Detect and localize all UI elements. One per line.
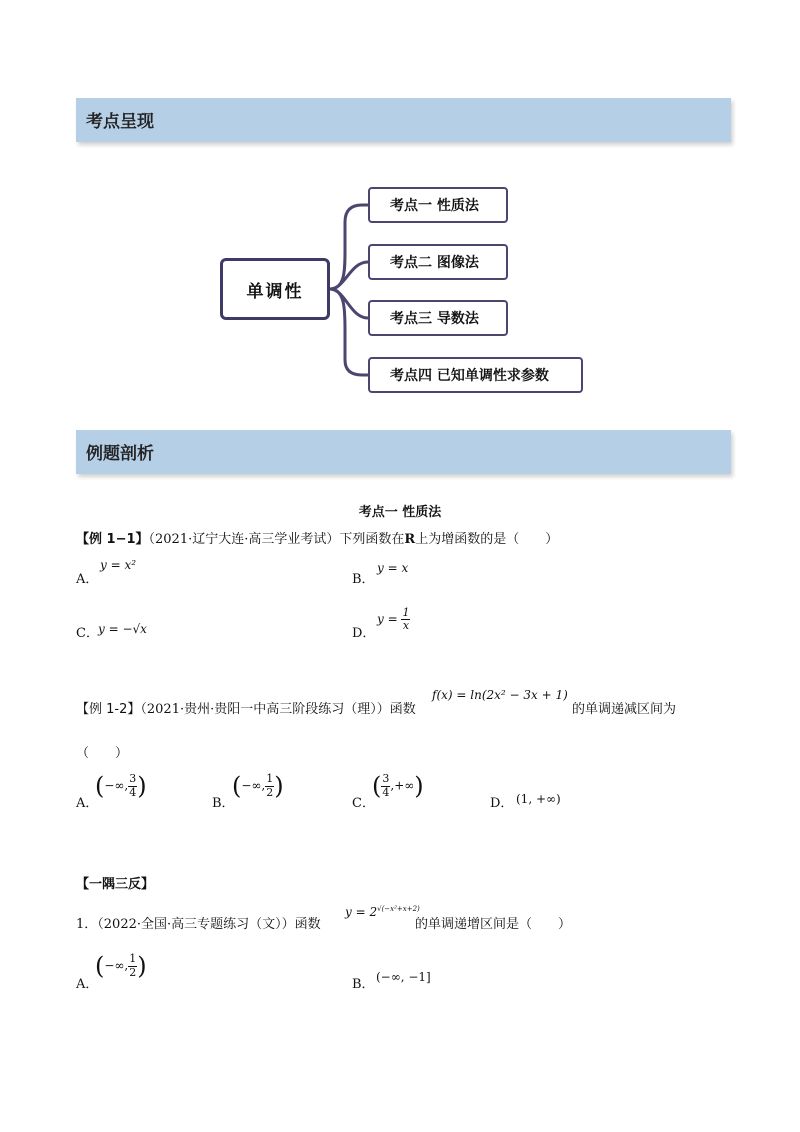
option-c <box>76 622 99 641</box>
example-1-2-stem <box>76 698 416 717</box>
section-banner-examples <box>76 430 731 474</box>
option-a-formula: y = x² <box>100 558 137 572</box>
example-1-2-formula: f(x) = ln(2x² − 3x + 1) <box>432 688 568 702</box>
example-stem-tail: 上为增函数的是（ ） <box>415 532 559 547</box>
mindmap-branch-4: 考点四 已知单调性求参数 <box>368 357 583 393</box>
option-b-formula: (−∞, $\frac{1}{2}$ ) <box>232 772 284 800</box>
interval-start: −∞, <box>241 778 266 793</box>
option-c-formula: y = −√x <box>98 622 147 636</box>
answer-blank: （ ） <box>76 746 129 761</box>
practice-q1-formula <box>345 905 420 919</box>
option-c-formula: ( $\frac{3}{4}$ ,+∞) <box>372 772 424 800</box>
interval-end: ,+∞ <box>390 778 415 793</box>
mindmap-branch-3: 考点三 导数法 <box>368 300 508 336</box>
example-source: （2021·贵州·贵阳一中高三阶段练习（理））函数 <box>140 702 416 717</box>
question-number: 1． <box>76 917 98 932</box>
section-title: 例题剖析 <box>86 444 154 464</box>
fraction-numerator: 1 <box>402 606 410 619</box>
formula-prefix: y = <box>377 612 398 627</box>
example-stem-tail: 的单调递减区间为 <box>572 702 677 717</box>
example-label: 【例 1-2】 <box>76 702 141 717</box>
question-source: （2022·全国·高三专题练习（文））函数 <box>97 917 321 932</box>
option-a-formula: (−∞, $\frac{3}{4}$ ) <box>95 772 147 800</box>
fraction-numerator: 1 <box>266 772 274 786</box>
option-d <box>352 622 375 641</box>
formula-exponent: √(−x²+x+2) <box>377 905 420 913</box>
mindmap-branch-2: 考点二 图像法 <box>368 244 508 280</box>
example-source: （2021·辽宁大连·高三学业考试）下列函数在 <box>148 532 405 547</box>
option-label: B． <box>352 572 375 587</box>
practice-q1-stem <box>76 913 321 932</box>
fraction-denominator: 2 <box>129 965 137 979</box>
fraction-denominator: x <box>402 619 410 633</box>
mindmap-branch-1: 考点一 性质法 <box>368 187 508 223</box>
option-label: A． <box>76 572 99 587</box>
fraction-denominator: 4 <box>129 785 137 799</box>
option-label: C． <box>76 626 99 641</box>
option-a <box>76 568 98 587</box>
topic-heading: 考点一 性质法 <box>358 505 442 520</box>
example-1-1-stem <box>76 528 558 547</box>
interval-start: −∞, <box>104 778 129 793</box>
practice-heading: 【一隅三反】 <box>76 877 155 892</box>
question-tail: 的单调递增区间是（ ） <box>415 917 572 932</box>
fraction-numerator: 3 <box>129 772 137 786</box>
section-title: 考点呈现 <box>86 112 154 132</box>
fraction-numerator: 3 <box>382 772 390 786</box>
set-symbol: R <box>404 532 416 547</box>
fraction-denominator: 4 <box>382 785 390 799</box>
option-b-formula: (−∞, −1] <box>376 970 431 984</box>
mindmap-root: 单调性 <box>220 258 330 320</box>
option-d-formula <box>377 607 410 632</box>
formula-base: y = 2 <box>345 905 378 919</box>
option-c-label: C． <box>352 796 375 811</box>
option-label: D． <box>352 626 376 641</box>
example-label: 【例 1−1】 <box>76 532 149 547</box>
option-a-formula: (−∞, $\frac{1}{2}$ ) <box>95 952 147 980</box>
option-b <box>352 568 375 587</box>
option-a-label: A． <box>76 796 99 811</box>
option-b-formula: y = x <box>377 561 409 575</box>
option-d-label: D． <box>490 796 514 811</box>
interval-start: −∞, <box>104 958 129 973</box>
fraction-denominator: 2 <box>266 785 274 799</box>
fraction-numerator: 1 <box>129 952 137 966</box>
option-b-label: B． <box>352 977 375 992</box>
option-b-label: B． <box>212 796 235 811</box>
option-a-label: A． <box>76 977 99 992</box>
option-d-formula: (1, +∞) <box>516 792 561 806</box>
